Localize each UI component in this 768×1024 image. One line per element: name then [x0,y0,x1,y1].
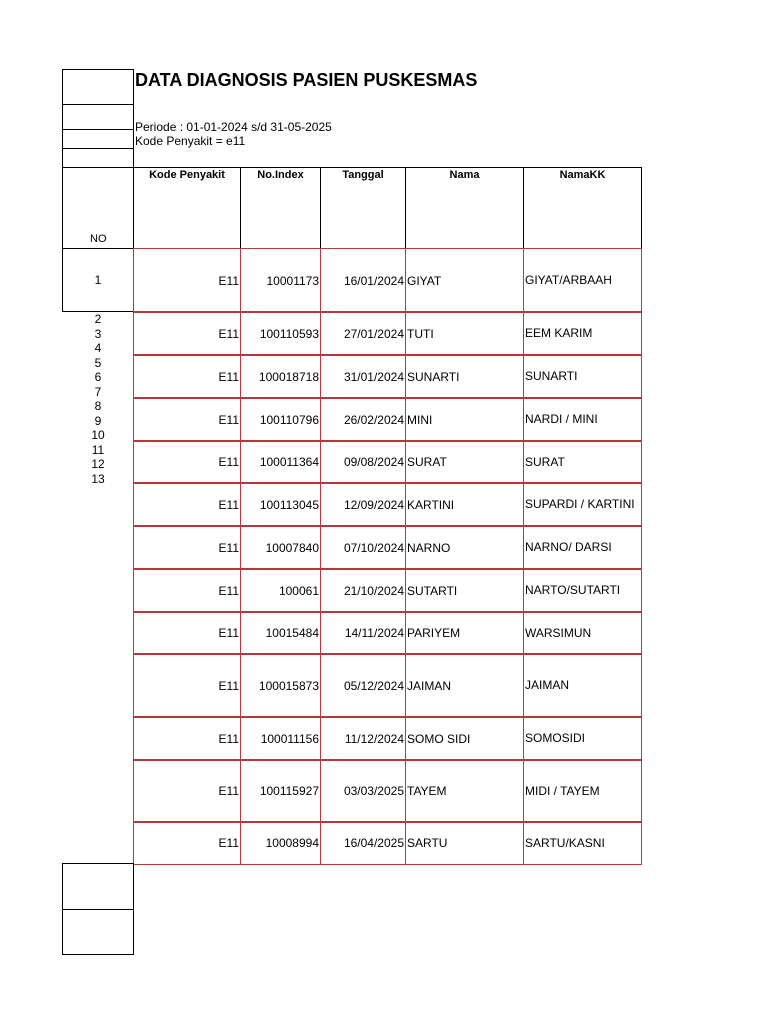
cell-nama-text: SUNARTI [407,369,460,384]
cell-kode-penyakit [133,821,241,865]
cell-kode-penyakit-text: E11 [218,369,239,384]
header-no-label: NO [90,233,107,245]
cell-tanggal-text: 26/02/2024 [343,412,404,427]
row-number: 11 [91,442,105,457]
cell-tanggal [320,568,406,613]
cell-namakk [523,525,642,570]
cell-nama [405,653,524,718]
cell-nama-text: TUTI [407,326,434,341]
header-no [62,167,134,249]
cell-tanggal-text: 16/04/2025 [343,836,404,850]
header-kode-penyakit: Kode Penyakit [133,167,241,249]
cell-no-index [240,611,321,655]
cell-namakk-text: NARNO/ DARSI [525,540,612,554]
header-tanggal: Tanggal [320,167,406,249]
left-box-3 [62,129,134,149]
row-number: 7 [94,384,102,399]
row-number-1: 1 [62,248,134,312]
cell-kode-penyakit-text: E11 [218,455,239,469]
kode-filter-text: Kode Penyakit = e11 [135,134,246,148]
cell-kode-penyakit [133,568,241,613]
cell-tanggal [320,482,406,527]
cell-kode-penyakit-text: E11 [218,731,239,746]
cell-namakk-text: GIYAT/ARBAAH [525,273,612,287]
cell-kode-penyakit-text: E11 [218,784,239,798]
cell-no-index-text: 10001173 [266,273,319,288]
cell-tanggal-text: 11/12/2024 [344,731,404,746]
cell-kode-penyakit [133,248,241,313]
cell-namakk-text: SURAT [525,454,565,469]
cell-tanggal-text: 16/01/2024 [343,273,404,288]
cell-namakk-text: SUPARDI / KARTINI [525,497,635,511]
cell-kode-penyakit-text: E11 [218,678,239,693]
cell-nama [405,311,524,356]
cell-nama [405,482,524,527]
cell-nama-text: SOMO SIDI [407,731,471,746]
cell-kode-penyakit [133,759,241,823]
cell-tanggal [320,354,406,399]
cell-namakk [523,568,642,613]
cell-tanggal-text: 31/01/2024 [343,369,404,384]
cell-namakk [523,653,642,718]
left-box-1 [62,69,134,105]
left-box-2 [62,104,134,130]
cell-kode-penyakit [133,653,241,718]
cell-nama-text: TAYEM [407,784,447,798]
cell-namakk-text: JAIMAN [525,678,570,692]
cell-nama-text: PARIYEM [407,626,461,640]
cell-tanggal [320,716,406,761]
cell-no-index-text: 100018718 [258,369,319,384]
cell-namakk [523,482,642,527]
cell-kode-penyakit [133,354,241,399]
cell-tanggal-text: 27/01/2024 [343,326,404,341]
page-title: DATA DIAGNOSIS PASIEN PUSKESMAS [135,70,478,90]
cell-no-index-text: 100115927 [259,784,319,798]
cell-kode-penyakit-text: E11 [218,326,239,341]
cell-no-index-text: 100011364 [259,455,319,469]
cell-namakk [523,611,642,655]
cell-tanggal-text: 21/10/2024 [343,583,404,598]
cell-kode-penyakit [133,525,241,570]
cell-kode-penyakit-text: E11 [218,273,239,288]
cell-no-index-text: 10008994 [265,836,319,850]
cell-nama-text: NARNO [407,540,451,555]
cell-kode-penyakit [133,716,241,761]
cell-kode-penyakit [133,440,241,484]
cell-no-index-text: 100011156 [260,731,319,746]
cell-namakk [523,759,642,823]
cell-kode-penyakit [133,311,241,356]
left-box-4 [62,148,134,168]
cell-tanggal-text: 14/11/2024 [344,626,404,640]
cell-no-index [240,440,321,484]
cell-tanggal [320,821,406,865]
cell-no-index [240,759,321,823]
row-number: 2 [94,312,102,326]
cell-no-index-text: 100110593 [259,326,319,341]
cell-tanggal [320,653,406,718]
cell-tanggal [320,311,406,356]
row-number: 10 [91,428,105,442]
cell-tanggal [320,397,406,442]
cell-no-index [240,311,321,356]
cell-namakk-text: SOMOSIDI [525,731,586,745]
cell-nama [405,248,524,313]
row-number: 9 [94,413,102,428]
cell-no-index [240,821,321,865]
cell-tanggal [320,611,406,655]
cell-nama [405,759,524,823]
cell-tanggal-text: 03/03/2025 [343,784,404,798]
cell-no-index [240,653,321,718]
periode-text: Periode : 01-01-2024 s/d 31-05-2025 [135,120,332,134]
row-number: 13 [91,471,105,486]
cell-no-index-text: 100113045 [259,497,319,512]
cell-tanggal-text: 12/09/2024 [343,497,404,512]
cell-nama-text: SARTU [407,836,448,850]
row-number: 3 [94,326,102,341]
cell-namakk-text: SUNARTI [525,369,578,383]
cell-namakk [523,354,642,399]
cell-nama-text: JAIMAN [407,678,452,693]
cell-nama-text: SURAT [407,455,447,469]
bottom-box-2 [62,909,134,955]
bottom-box-1 [62,863,134,910]
cell-namakk-text: NARDI / MINI [525,412,598,426]
header-namakk: NamaKK [523,167,642,249]
cell-namakk [523,440,642,484]
cell-kode-penyakit-text: E11 [218,412,239,427]
cell-nama [405,440,524,484]
cell-no-index-text: 10007840 [265,540,319,555]
cell-nama-text: SUTARTI [407,583,458,598]
cell-nama [405,568,524,613]
cell-namakk [523,821,642,865]
cell-tanggal [320,759,406,823]
cell-nama [405,525,524,570]
cell-tanggal-text: 05/12/2024 [343,678,404,693]
row-number-list [62,312,134,486]
cell-namakk [523,311,642,356]
cell-no-index-text: 100110796 [259,412,319,427]
cell-no-index [240,525,321,570]
cell-no-index [240,568,321,613]
cell-tanggal [320,440,406,484]
cell-kode-penyakit-text: E11 [218,626,239,640]
cell-namakk-text: WARSIMUN [525,625,592,640]
cell-no-index-text: 100015873 [258,678,319,693]
cell-no-index-text: 10015484 [265,626,319,640]
cell-kode-penyakit [133,611,241,655]
cell-namakk [523,397,642,442]
cell-no-index [240,482,321,527]
row-number: 6 [94,370,102,384]
cell-nama-text: MINI [407,412,433,427]
cell-no-index [240,716,321,761]
cell-nama [405,821,524,865]
header-nama: Nama [405,167,524,249]
cell-kode-penyakit [133,482,241,527]
cell-no-index [240,354,321,399]
cell-tanggal [320,248,406,313]
cell-kode-penyakit [133,397,241,442]
cell-nama [405,611,524,655]
cell-tanggal [320,525,406,570]
row-number: 12 [91,457,105,471]
cell-tanggal-text: 09/08/2024 [343,455,404,469]
cell-no-index [240,248,321,313]
cell-kode-penyakit-text: E11 [218,540,239,555]
cell-kode-penyakit-text: E11 [218,497,239,512]
cell-kode-penyakit-text: E11 [218,836,239,850]
cell-namakk [523,716,642,761]
cell-namakk-text: SARTU/KASNI [525,835,605,850]
cell-tanggal-text: 07/10/2024 [343,540,404,555]
row-number: 8 [94,399,102,413]
cell-no-index [240,397,321,442]
header-no-index: No.Index [240,167,321,249]
cell-namakk [523,248,642,313]
cell-nama [405,716,524,761]
cell-nama-text: GIYAT [407,273,442,288]
cell-no-index-text: 100061 [278,583,319,598]
cell-namakk-text: MIDI / TAYEM [525,783,600,798]
row-number: 5 [94,355,102,370]
cell-namakk-text: EEM KARIM [525,326,593,340]
cell-nama [405,354,524,399]
cell-nama-text: KARTINI [407,497,455,512]
cell-kode-penyakit-text: E11 [218,583,239,598]
row-number: 4 [94,341,102,355]
cell-nama [405,397,524,442]
cell-namakk-text: NARTO/SUTARTI [525,583,621,597]
